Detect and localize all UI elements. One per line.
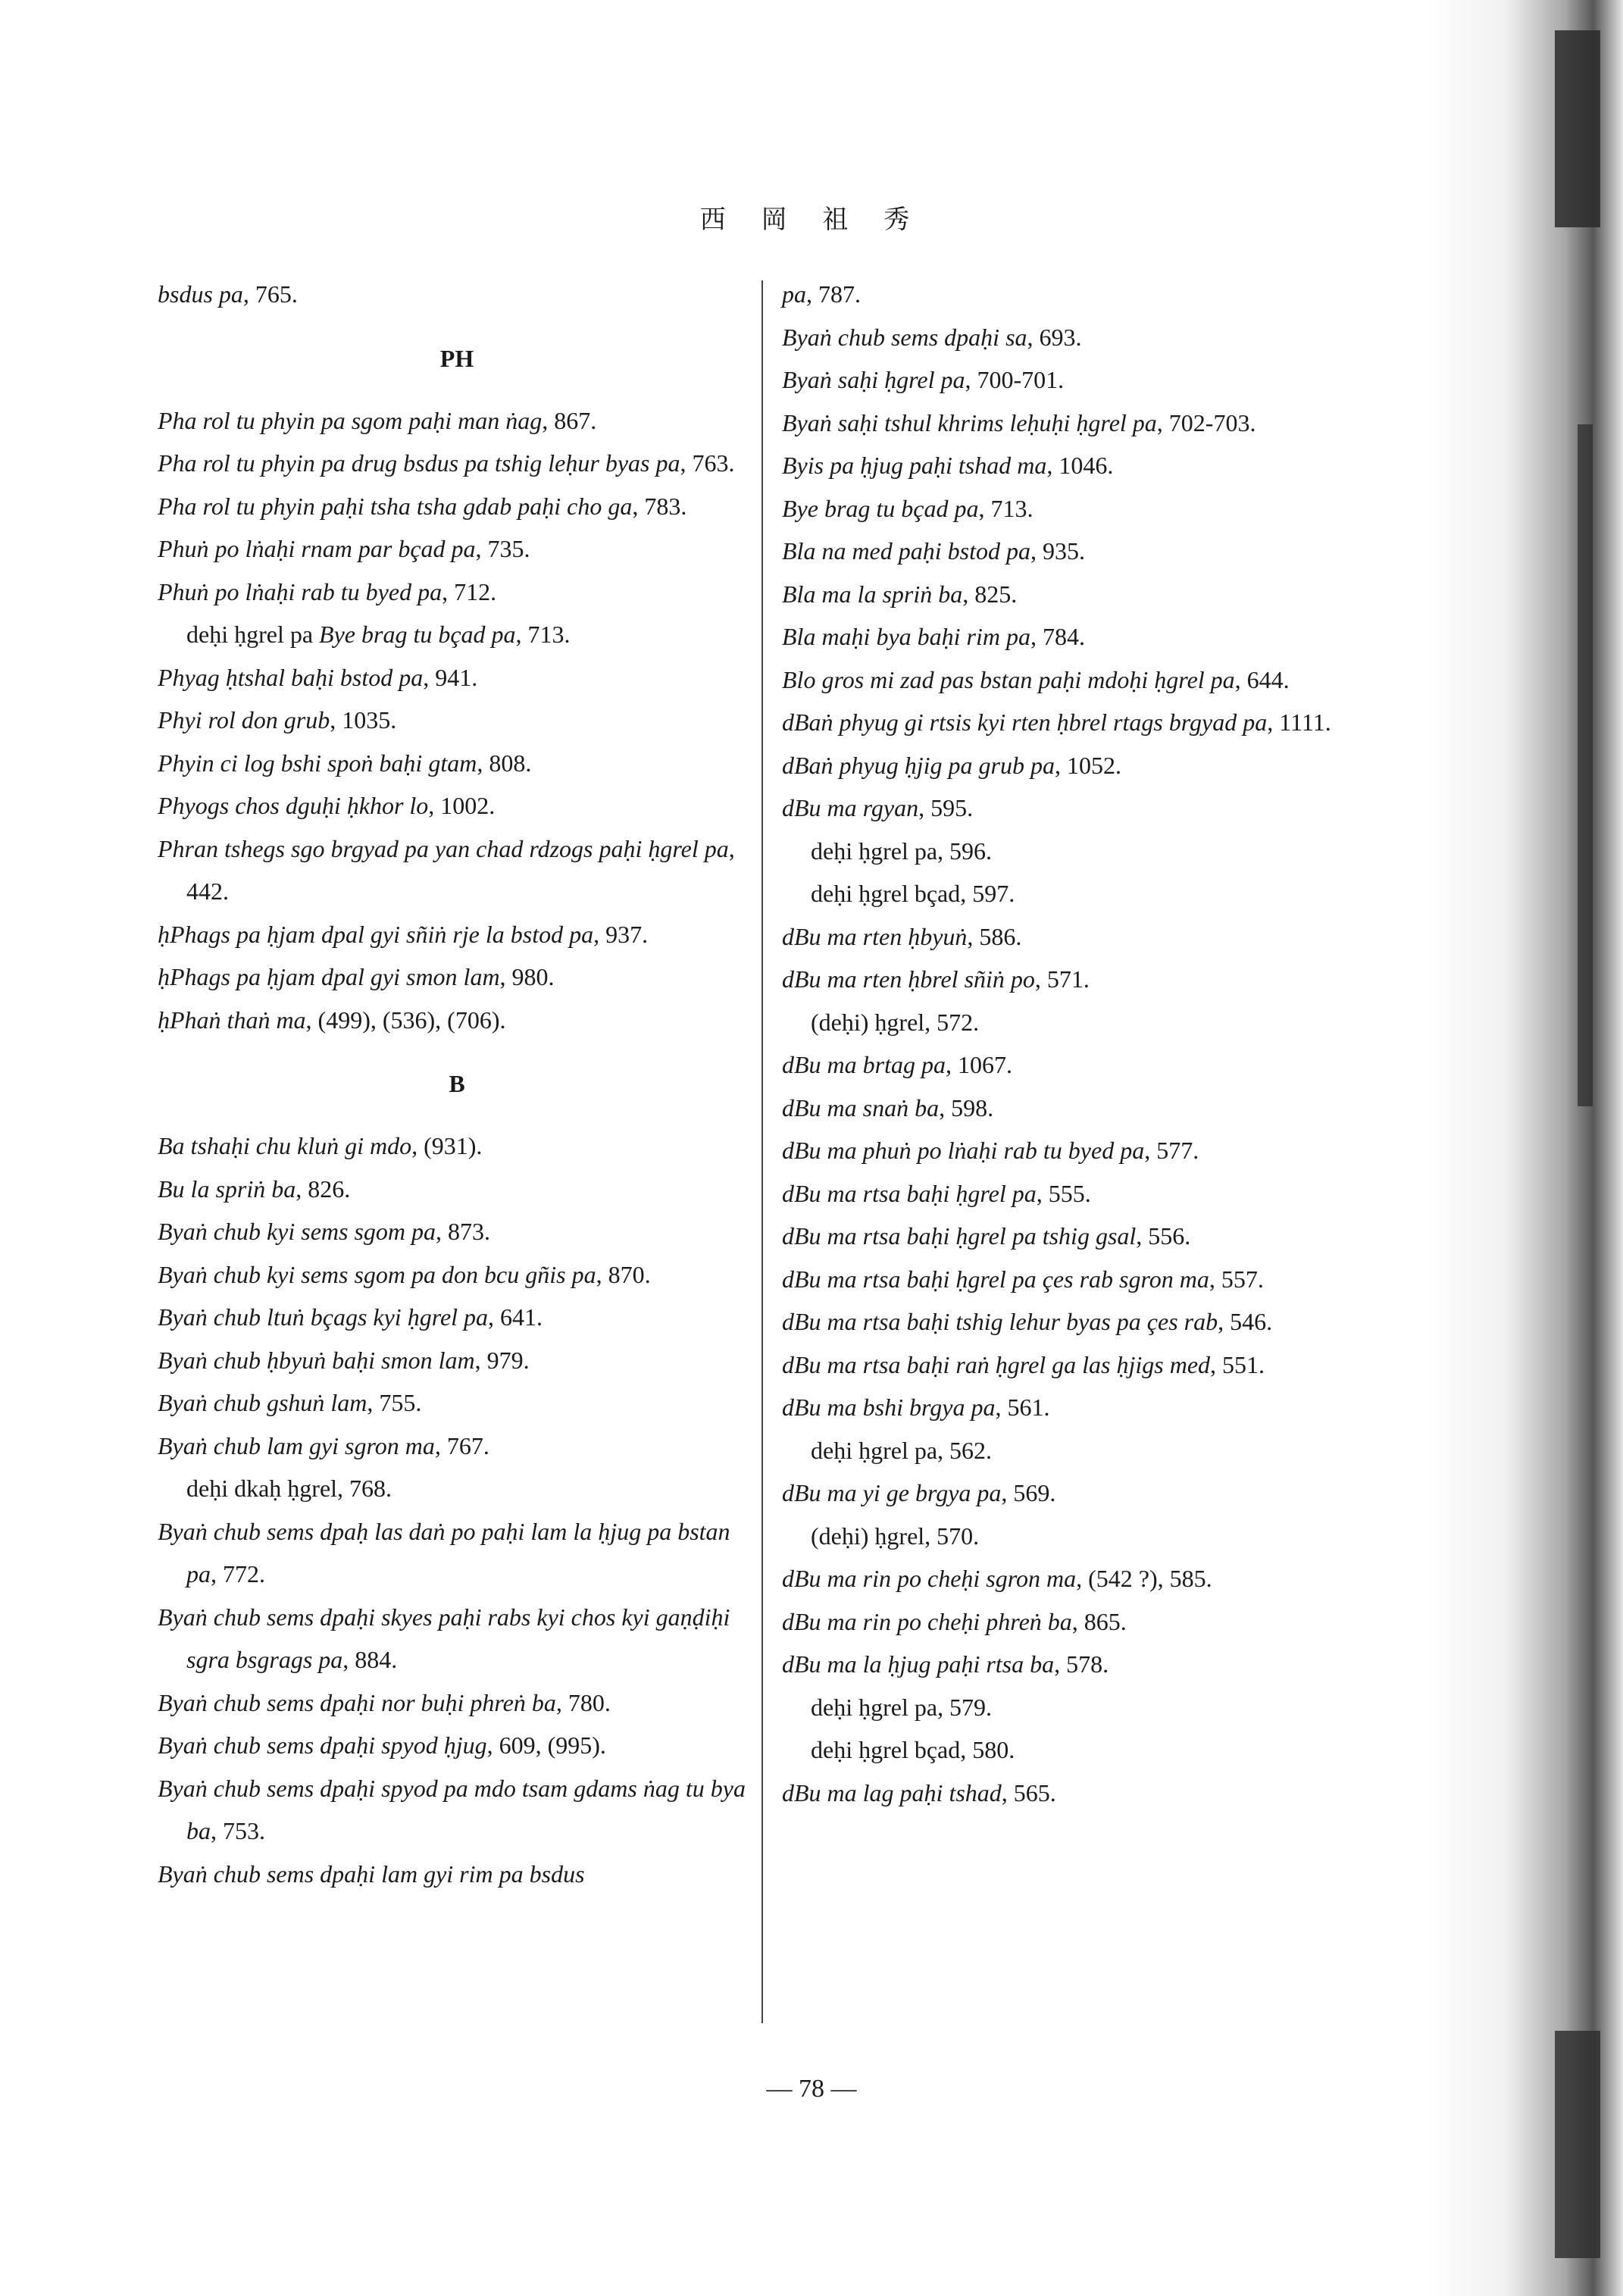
entry-page-refs: , 735. xyxy=(475,535,530,562)
index-subentry xyxy=(782,830,1350,873)
entry-prefix: deḥi ḥgrel bçad, 580. xyxy=(811,1736,1015,1763)
index-entry xyxy=(158,399,756,443)
index-entry xyxy=(782,402,1350,445)
edge-shadow xyxy=(1555,2031,1600,2258)
index-entry xyxy=(158,1767,756,1853)
entry-title: bsdus pa xyxy=(158,280,243,308)
index-subentry xyxy=(158,613,756,656)
entry-page-refs: , 867. xyxy=(542,406,597,434)
index-entry xyxy=(158,1339,756,1382)
entry-title: Byis pa ḥjug paḥi tshad ma xyxy=(782,452,1047,479)
entry-title: Byaṅ chub ḥbyuṅ baḥi smon lam xyxy=(158,1346,475,1374)
entry-page-refs: , (542 ?), 585. xyxy=(1076,1565,1212,1592)
entry-title: dBu ma brtag pa xyxy=(782,1051,946,1078)
entry-title: dBu ma rten ḥbrel sñiṅ po xyxy=(782,965,1035,993)
entry-title: Phuṅ po lṅaḥi rab tu byed pa xyxy=(158,577,442,605)
entry-title: dBu ma rin po cheḥi sgron ma xyxy=(782,1565,1077,1592)
entry-title: dBaṅ phyug gi rtsis kyi rten ḥbrel rtags brgyad pa xyxy=(782,709,1268,736)
index-entry xyxy=(158,571,756,614)
entry-page-refs: , 556. xyxy=(1136,1222,1191,1250)
entry-title: dBu ma rten ḥbyuṅ xyxy=(782,922,968,950)
entry-title: Bu la spriṅ ba xyxy=(158,1175,296,1203)
entry-title: Phuṅ po lṅaḥi rnam par bçad pa xyxy=(158,535,476,562)
entry-title: Pha rol tu phyin pa drug bsdus pa tshig leḥur byas pa xyxy=(158,449,680,477)
entry-title: Bla maḥi bya baḥi rim pa xyxy=(782,623,1030,650)
index-entry xyxy=(158,442,756,485)
entry-prefix: deḥi ḥgrel pa xyxy=(186,621,320,648)
edge-shadow xyxy=(1578,424,1593,1106)
index-entry xyxy=(782,1772,1350,1815)
index-entry xyxy=(158,1296,756,1339)
entry-page-refs: , 1002. xyxy=(428,792,496,819)
index-entry xyxy=(158,1724,756,1767)
entry-title: dBu ma bshi brgya pa xyxy=(782,1394,996,1421)
index-entry xyxy=(782,615,1350,658)
entry-title: Bye brag tu bçad pa xyxy=(319,621,516,648)
index-entry xyxy=(782,1643,1350,1686)
entry-title: ḥPhaṅ thaṅ ma xyxy=(158,1006,306,1034)
entry-title: dBu ma rtsa baḥi ḥgrel pa çes rab sgron ma xyxy=(782,1265,1209,1293)
entry-title: Byaṅ chub sems dpaḥi nor buḥi phreṅ ba xyxy=(158,1688,556,1716)
entry-page-refs: , 712. xyxy=(442,577,497,605)
entry-page-refs: , 765. xyxy=(242,280,298,308)
left-column xyxy=(158,273,756,1895)
entry-title: Bye brag tu bçad pa xyxy=(782,494,979,522)
index-entry xyxy=(782,958,1350,1001)
entry-page-refs: , 767. xyxy=(434,1431,489,1459)
index-subentry xyxy=(782,1001,1350,1044)
entry-title: Byaṅ chub ltuṅ bçags kyi ḥgrel pa xyxy=(158,1303,489,1331)
entry-page-refs: , 557. xyxy=(1209,1265,1264,1293)
index-subentry xyxy=(782,1728,1350,1772)
entry-page-refs: , 561. xyxy=(995,1394,1050,1421)
index-entry xyxy=(158,827,756,913)
entry-page-refs: , 1046. xyxy=(1046,452,1114,479)
entry-title: Byaṅ chub sems dpaḥi skyes paḥi rabs kyi chos kyi gaṇḍiḥi sgra bsgrags pa xyxy=(158,1603,730,1673)
index-entry xyxy=(158,956,756,999)
entry-page-refs: , 551. xyxy=(1210,1350,1265,1378)
section-heading: PH xyxy=(439,344,474,372)
index-entry xyxy=(158,485,756,528)
entry-page-refs: , 763. xyxy=(680,449,735,477)
index-subentry xyxy=(158,1467,756,1510)
entry-page-refs: , 571. xyxy=(1034,965,1090,993)
index-entry xyxy=(782,487,1350,530)
index-entry xyxy=(158,999,756,1042)
right-column xyxy=(782,273,1350,1814)
entry-title: Phyogs chos dguḥi ḥkhor lo xyxy=(158,792,429,819)
entry-page-refs: , 1035. xyxy=(330,706,397,734)
entry-page-refs: , 979. xyxy=(474,1346,530,1374)
entry-page-refs: , 609, (995). xyxy=(486,1731,606,1759)
index-entry xyxy=(158,1510,756,1596)
index-entry xyxy=(782,701,1350,744)
entry-page-refs: , 693. xyxy=(1027,323,1082,351)
index-entry xyxy=(158,913,756,956)
entry-page-refs: , 783. xyxy=(632,492,687,520)
entry-prefix: (deḥi) ḥgrel, 570. xyxy=(811,1522,980,1550)
index-entry xyxy=(782,444,1350,487)
entry-page-refs: , 784. xyxy=(1030,623,1085,650)
index-entry xyxy=(782,787,1350,830)
index-entry xyxy=(158,1681,756,1725)
entry-page-refs: , 555. xyxy=(1036,1179,1091,1207)
entry-title: dBu ma rtsa baḥi tshig lehur byas pa çes rab xyxy=(782,1308,1218,1335)
index-entry xyxy=(158,742,756,785)
entry-page-refs: , 598. xyxy=(939,1093,994,1121)
entry-title: Byaṅ chub kyi sems sgom pa xyxy=(158,1218,436,1245)
index-entry xyxy=(158,784,756,827)
entry-title: ḥPhags pa ḥjam dpal gyi smon lam xyxy=(158,963,500,990)
entry-title: pa xyxy=(782,280,806,308)
entry-title: Byaṅ chub sems dpaḥi sa xyxy=(782,323,1027,351)
entry-prefix: (deḥi) ḥgrel, 572. xyxy=(811,1008,980,1036)
entry-title: dBu ma rtsa baḥi ḥgrel pa tshig gsal xyxy=(782,1222,1137,1250)
entry-title: Byaṅ saḥi ḥgrel pa xyxy=(782,366,965,393)
entry-page-refs: , 780. xyxy=(555,1688,611,1716)
index-subentry xyxy=(782,1429,1350,1472)
entry-page-refs: , (499), (536), (706). xyxy=(305,1006,506,1034)
entry-title: dBu ma rtsa baḥi raṅ ḥgrel ga las ḥjigs med xyxy=(782,1350,1211,1378)
entry-page-refs: , 577. xyxy=(1144,1137,1199,1164)
entry-title: Bla na med paḥi bstod pa xyxy=(782,537,1030,565)
entry-page-refs: , 787. xyxy=(806,280,861,308)
entry-title: dBu ma phuṅ po lṅaḥi rab tu byed pa xyxy=(782,1137,1145,1164)
index-entry xyxy=(782,1344,1350,1387)
index-entry xyxy=(158,1125,756,1168)
index-entry xyxy=(782,573,1350,616)
entry-page-refs: , 873. xyxy=(436,1218,491,1245)
index-entry xyxy=(158,1253,756,1297)
entry-page-refs: , 826. xyxy=(296,1175,351,1203)
index-entry xyxy=(158,699,756,742)
entry-page-refs: , 808. xyxy=(477,749,532,777)
entry-title: dBu ma rin po cheḥi phreṅ ba xyxy=(782,1607,1072,1635)
index-entry xyxy=(782,744,1350,787)
index-entry xyxy=(158,273,756,316)
index-entry xyxy=(782,316,1350,359)
entry-title: Blo gros mi zad pas bstan paḥi mdoḥi ḥgrel pa xyxy=(782,665,1235,693)
entry-title: dBu ma rgyan xyxy=(782,794,919,821)
entry-page-refs: , 1111. xyxy=(1267,709,1331,736)
entry-prefix: deḥi ḥgrel pa, 562. xyxy=(811,1436,993,1464)
entry-title: Byaṅ chub lam gyi sgron ma xyxy=(158,1431,435,1459)
entry-prefix: deḥi ḥgrel bçad, 597. xyxy=(811,880,1015,907)
entry-title: Phyin ci log bshi spoṅ baḥi gtam xyxy=(158,749,477,777)
entry-page-refs: , 935. xyxy=(1030,537,1085,565)
entry-page-refs: , 442. xyxy=(186,834,735,905)
entry-page-refs: , 825. xyxy=(962,580,1018,608)
entry-page-refs: , 702-703. xyxy=(1156,408,1256,436)
entry-page-refs: , 644. xyxy=(1234,665,1290,693)
entry-page-refs: , 870. xyxy=(596,1260,651,1288)
entry-page-refs: , 753. xyxy=(211,1817,265,1844)
page-number: — 78 — xyxy=(766,2075,857,2103)
index-entry xyxy=(782,1087,1350,1130)
index-entry xyxy=(782,1172,1350,1215)
index-entry xyxy=(158,1596,756,1681)
entry-title: Byaṅ chub sems dpaḥ las daṅ po paḥi lam la ḥjug pa bstan pa xyxy=(158,1517,730,1587)
index-entry xyxy=(158,1853,756,1896)
index-entry xyxy=(158,1381,756,1425)
entry-title: Byaṅ chub gshuṅ lam xyxy=(158,1389,367,1416)
index-entry xyxy=(782,1258,1350,1301)
entry-page-refs: , 884. xyxy=(342,1646,398,1673)
index-entry xyxy=(782,1557,1350,1600)
entry-title: ḥPhags pa ḥjam dpal gyi sñiṅ rje la bstod pa xyxy=(158,920,594,948)
entry-title: dBu ma yi ge brgya pa xyxy=(782,1479,1002,1506)
entry-page-refs: , 569. xyxy=(1001,1479,1056,1506)
entry-page-refs: , 546. xyxy=(1218,1308,1273,1335)
entry-prefix: deḥi ḥgrel pa, 579. xyxy=(811,1693,993,1721)
entry-page-refs: , (931). xyxy=(411,1132,483,1159)
entry-title: dBu ma snaṅ ba xyxy=(782,1093,940,1121)
index-entry xyxy=(158,1210,756,1253)
entry-page-refs: , 755. xyxy=(367,1389,422,1416)
entry-page-refs: , 700-701. xyxy=(965,366,1065,393)
index-entry xyxy=(158,1425,756,1468)
entry-title: Phran tshegs sgo brgyad pa yan chad rdzogs paḥi ḥgrel pa xyxy=(158,834,729,862)
entry-page-refs: , 641. xyxy=(488,1303,543,1331)
entry-page-refs: , 941. xyxy=(423,663,478,691)
index-subentry xyxy=(782,872,1350,915)
index-entry xyxy=(782,1300,1350,1344)
entry-page-refs: , 565. xyxy=(1001,1778,1056,1806)
index-entry xyxy=(782,1472,1350,1515)
entry-title: Ba tshaḥi chu kluṅ gi mdo xyxy=(158,1132,412,1159)
entry-title: Byaṅ chub kyi sems sgom pa don bcu gñis pa xyxy=(158,1260,596,1288)
index-entry xyxy=(158,527,756,571)
index-entry xyxy=(782,915,1350,959)
entry-title: Pha rol tu phyin pa sgom paḥi man ṅag xyxy=(158,406,543,434)
page-header: 西 岡 祖 秀 xyxy=(699,205,924,235)
entry-page-refs: , 713. xyxy=(515,621,571,648)
index-entry xyxy=(782,1386,1350,1429)
entry-page-refs: , 865. xyxy=(1071,1607,1127,1635)
index-entry xyxy=(782,1043,1350,1087)
entry-title: Byaṅ chub sems dpaḥi spyod pa mdo tsam gdams ṅag tu bya ba xyxy=(158,1774,746,1844)
entry-page-refs: , 586. xyxy=(967,922,1022,950)
index-entry xyxy=(782,658,1350,702)
entry-page-refs: , 578. xyxy=(1054,1650,1109,1678)
index-entry xyxy=(782,358,1350,402)
entry-title: Byaṅ chub sems dpaḥi lam gyi rim pa bsdus xyxy=(158,1860,585,1888)
index-entry xyxy=(782,1215,1350,1258)
index-entry xyxy=(782,273,1350,316)
entry-page-refs: , 713. xyxy=(978,494,1034,522)
index-subentry xyxy=(782,1686,1350,1729)
entry-title: Bla ma la spriṅ ba xyxy=(782,580,963,608)
index-entry xyxy=(782,1600,1350,1644)
index-entry xyxy=(782,1129,1350,1172)
index-entry xyxy=(158,656,756,699)
column-divider xyxy=(761,280,763,2023)
edge-shadow xyxy=(1555,30,1600,227)
entry-page-refs: , 595. xyxy=(918,794,974,821)
entry-title: dBaṅ phyug ḥjig pa grub pa xyxy=(782,751,1055,779)
scanned-page-edge xyxy=(1426,0,1623,2296)
section-heading: B xyxy=(449,1070,465,1097)
index-entry xyxy=(782,530,1350,573)
entry-page-refs: , 1052. xyxy=(1054,751,1121,779)
entry-title: Phyag ḥtshal baḥi bstod pa xyxy=(158,663,424,691)
entry-title: Byaṅ chub sems dpaḥi spyod ḥjug xyxy=(158,1731,487,1759)
index-subentry xyxy=(782,1515,1350,1558)
entry-prefix: deḥi ḥgrel pa, 596. xyxy=(811,837,993,865)
entry-page-refs: , 937. xyxy=(593,920,649,948)
entry-prefix: deḥi dkaḥ ḥgrel, 768. xyxy=(186,1475,392,1502)
entry-title: Pha rol tu phyin paḥi tsha tsha gdab paḥi cho ga xyxy=(158,492,633,520)
entry-page-refs: , 772. xyxy=(211,1560,265,1587)
entry-title: Phyi rol don grub xyxy=(158,706,330,734)
entry-title: dBu ma lag paḥi tshad xyxy=(782,1778,1002,1806)
entry-page-refs: , 980. xyxy=(499,963,555,990)
entry-page-refs: , 1067. xyxy=(946,1051,1012,1078)
entry-title: Byaṅ saḥi tshul khrims leḥuḥi ḥgrel pa xyxy=(782,408,1157,436)
entry-title: dBu ma la ḥjug paḥi rtsa ba xyxy=(782,1650,1055,1678)
entry-title: dBu ma rtsa baḥi ḥgrel pa xyxy=(782,1179,1037,1207)
index-entry xyxy=(158,1168,756,1211)
